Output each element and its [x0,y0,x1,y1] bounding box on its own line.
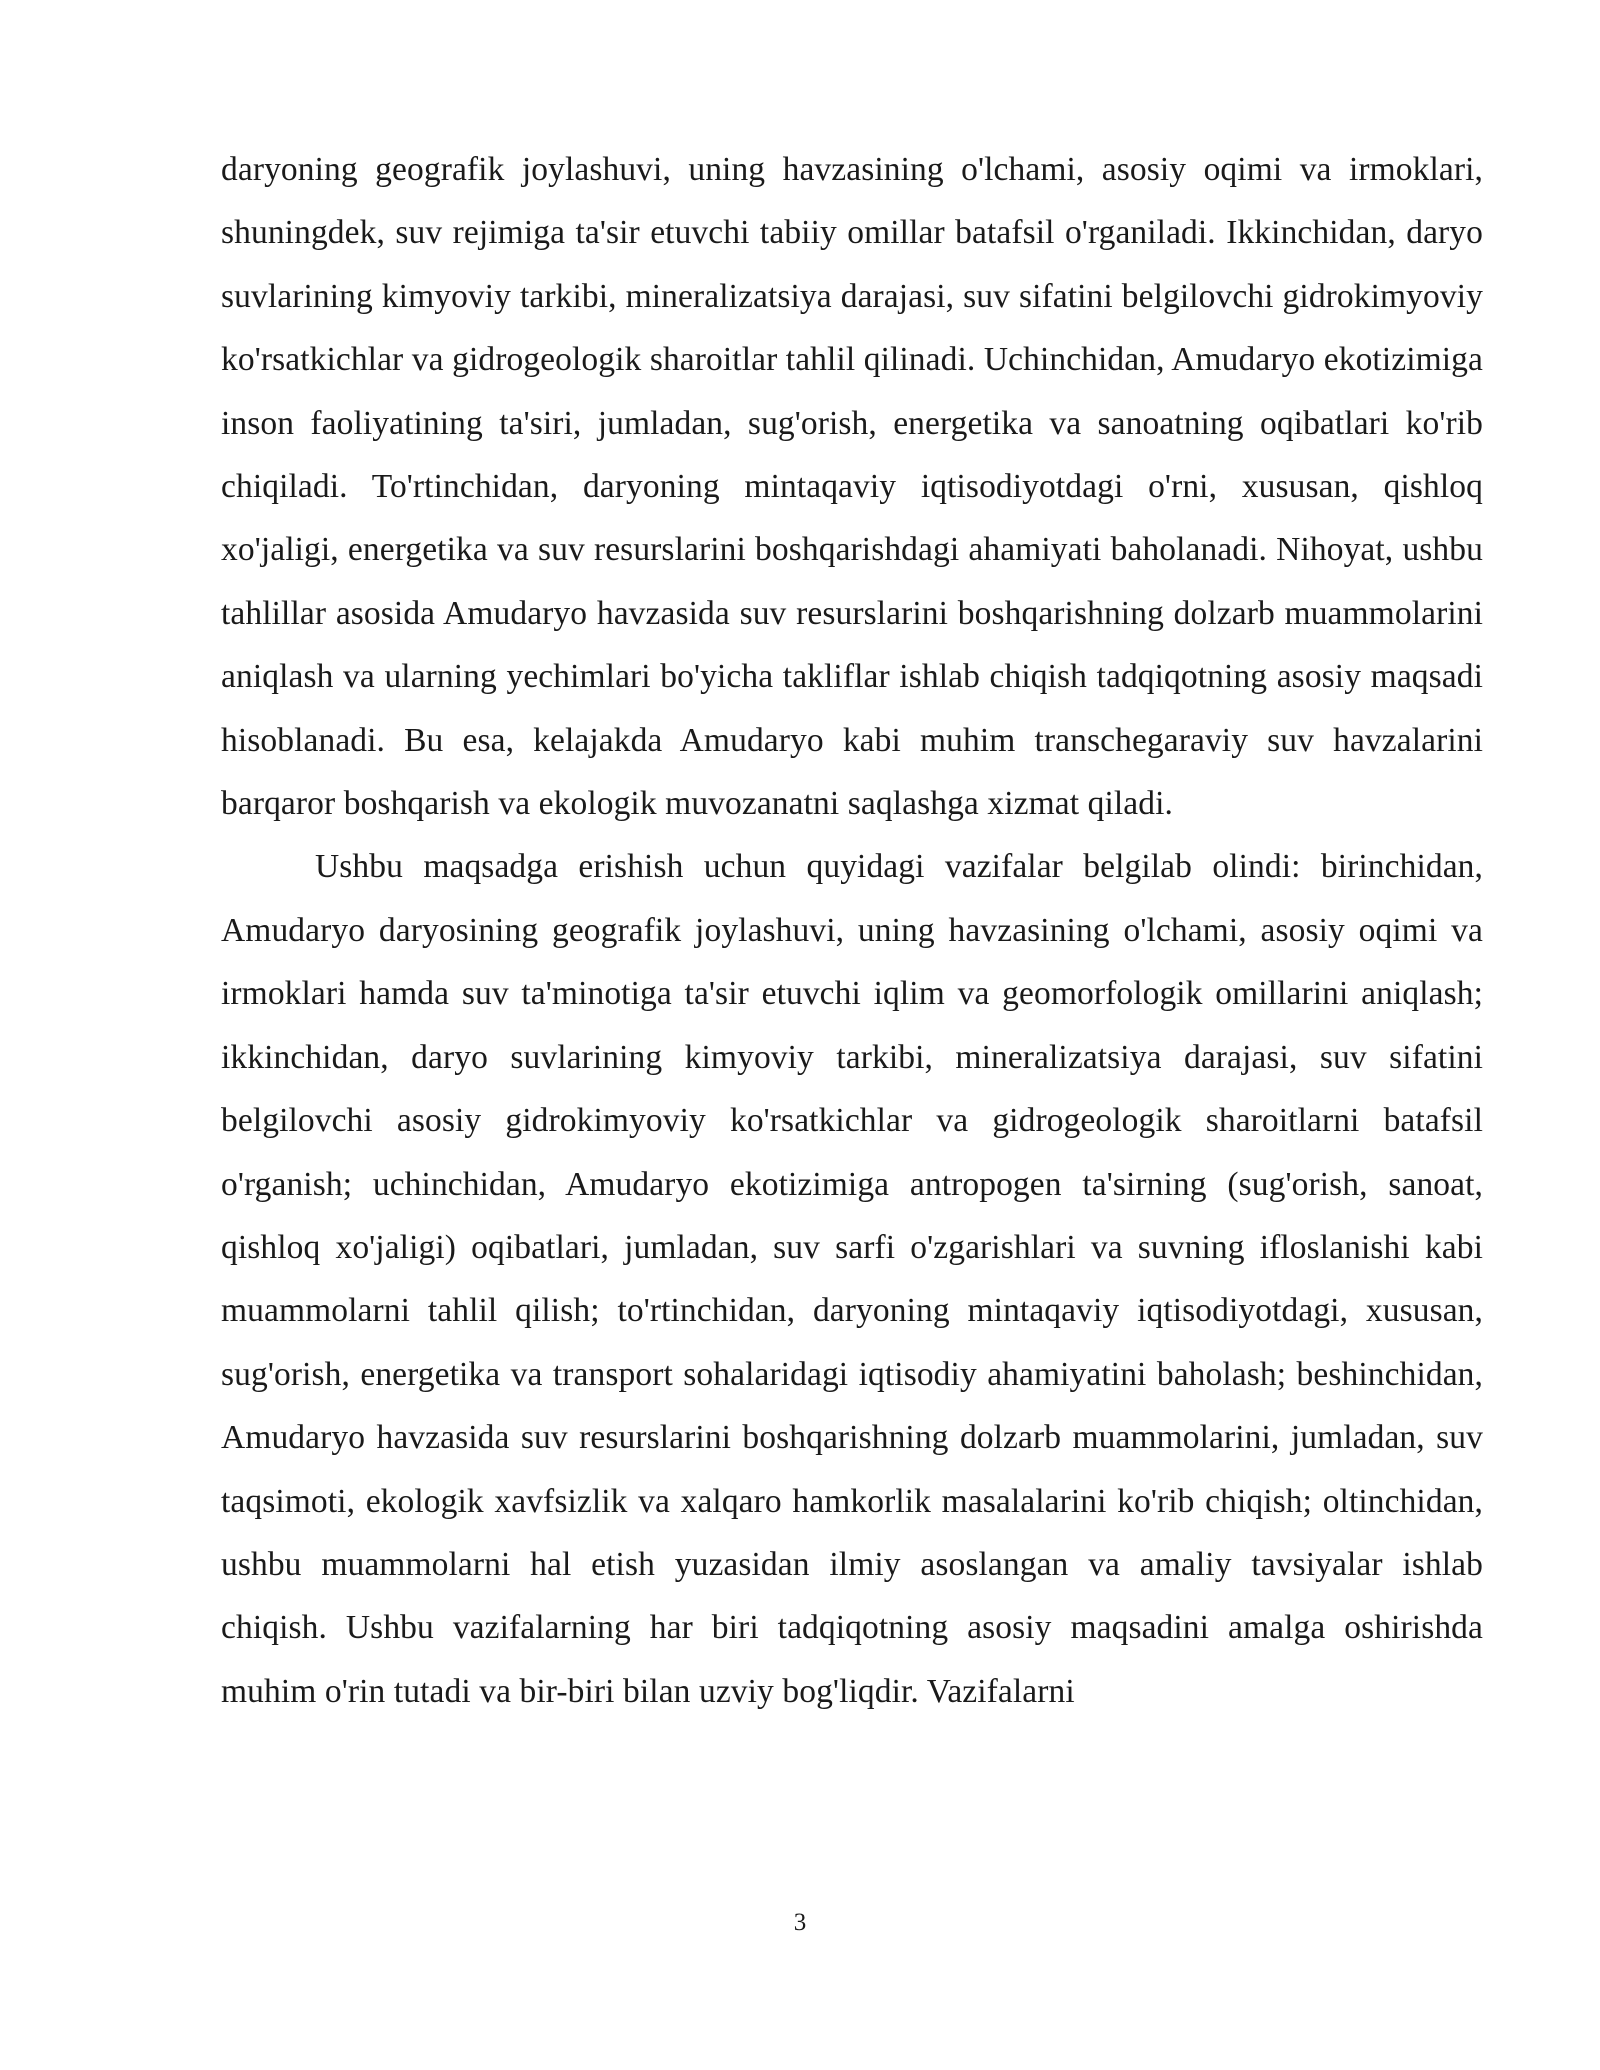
page-body [221,138,1483,1723]
page-number: 3 [793,1909,807,1936]
paragraph-1: daryoning geografik joylashuvi, uning havzasining o'lchami, asosiy oqimi va irmoklari, shuningdek, suv rejimiga ta'sir etuvchi tabiiy omillar batafsil o'rganiladi. Ikkinchidan, daryo suvlarining kimyoviy tarkibi, mineralizatsiya darajasi, suv sifatini belgilovchi gidrokimyoviy ko'rsatkichlar va gidrogeologik sharoitlar tahlil qilinadi. Uchinchidan, Amudaryo ekotizimiga inson faoliyatining ta'siri, jumladan, sug'orish, energetika va sanoatning oqibatlari ko'rib chiqiladi. To'rtinchidan, daryoning mintaqaviy iqtisodiyotdagi o'rni, xususan, qishloq xo'jaligi, energetika va suv resurslarini boshqarishdagi ahamiyati baholanadi. Nihoyat, ushbu tahlillar asosida Amudaryo havzasida suv resurslarini boshqarishning dolzarb muammolarini aniqlash va ularning yechimlari bo'yicha takliflar ishlab chiqish tadqiqotning asosiy maqsadi hisoblanadi. Bu esa, kelajakda Amudaryo kabi muhim transchegaraviy suv havzalarini barqaror boshqarish va ekologik muvozanatni saqlashga xizmat qiladi. [221,151,1483,823]
paragraph-2: Ushbu maqsadga erishish uchun quyidagi vazifalar belgilab olindi: birinchidan, Amudaryo daryosining geografik joylashuvi, uning havzasining o'lchami, asosiy oqimi va irmoklari hamda suv ta'minotiga ta'sir etuvchi iqlim va geomorfologik omillarini aniqlash; ikkinchidan, daryo suvlarining kimyoviy tarkibi, mineralizatsiya darajasi, suv sifatini belgilovchi asosiy gidrokimyoviy ko'rsatkichlar va gidrogeologik sharoitlarni batafsil o'rganish; uchinchidan, Amudaryo ekotizimiga antropogen ta'sirning (sug'orish, sanoat, qishloq xo'jaligi) oqibatlari, jumladan, suv sarfi o'zgarishlari va suvning ifloslanishi kabi muammolarni tahlil qilish; to'rtinchidan, daryoning mintaqaviy iqtisodiyotdagi, xususan, sug'orish, energetika va transport sohalaridagi iqtisodiy ahamiyatini baholash; beshinchidan, Amudaryo havzasida suv resurslarini boshqarishning dolzarb muammolarini, jumladan, suv taqsimoti, ekologik xavfsizlik va xalqaro hamkorlik masalalarini ko'rib chiqish; oltinchidan, ushbu muammolarni hal etish yuzasidan ilmiy asoslangan va amaliy tavsiyalar ishlab chiqish. Ushbu vazifalarning har biri tadqiqotning asosiy maqsadini amalga oshirishda muhim o'rin tutadi va bir-biri bilan uzviy bog'liqdir. Vazifalarni [221,848,1483,1710]
